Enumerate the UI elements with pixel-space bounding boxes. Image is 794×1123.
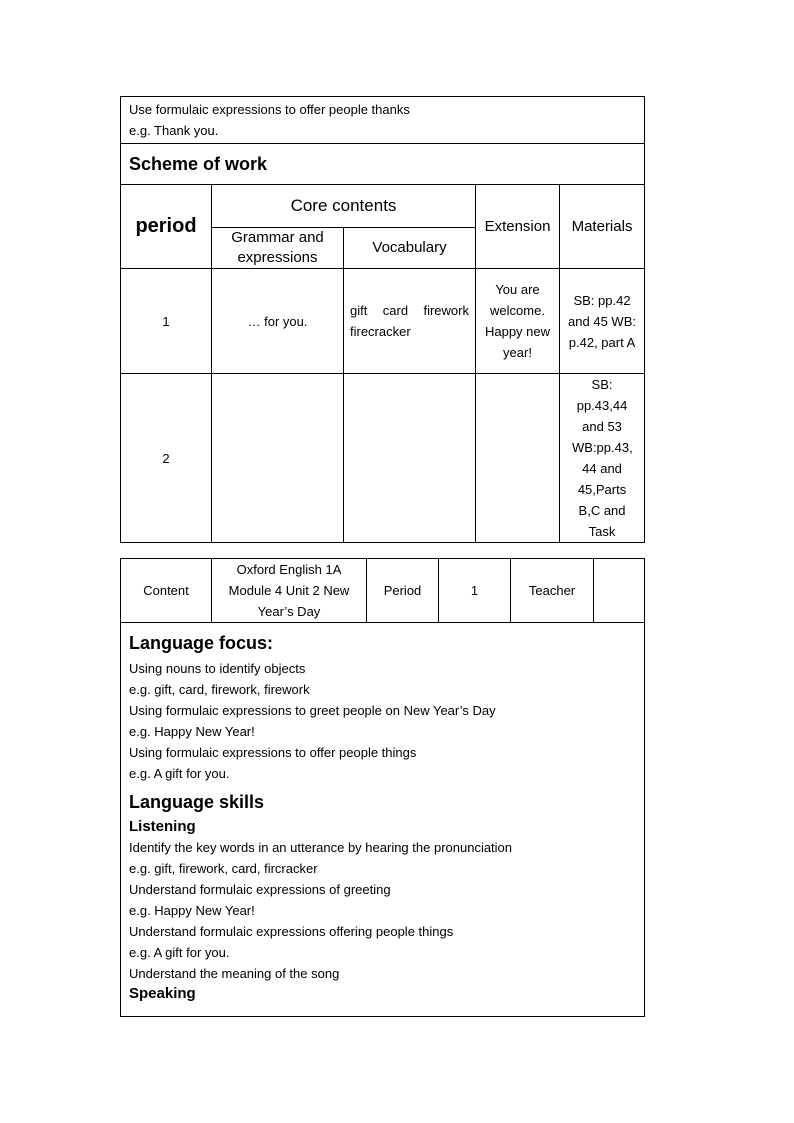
grammar-cell: … for you. xyxy=(212,269,344,374)
listening-line: e.g. A gift for you. xyxy=(129,945,230,960)
listening-line: Understand formulaic expressions offering people things xyxy=(129,924,454,939)
extension-header: Extension xyxy=(476,185,560,269)
focus-line: e.g. A gift for you. xyxy=(129,766,230,781)
table-row xyxy=(121,269,645,374)
extension-cell: You are welcome. Happy new year! xyxy=(476,269,560,374)
listening-line: e.g. gift, firework, card, fircracker xyxy=(129,861,318,876)
intro-line: e.g. Thank you. xyxy=(129,123,219,138)
period-label: Period xyxy=(367,559,439,623)
focus-line: Using formulaic expressions to offer people things xyxy=(129,745,417,760)
period-cell: 1 xyxy=(121,269,212,374)
focus-line: Using nouns to identify objects xyxy=(129,661,306,676)
materials-header: Materials xyxy=(560,185,645,269)
vocabulary-header: Vocabulary xyxy=(344,228,476,269)
listening-line: e.g. Happy New Year! xyxy=(129,903,255,918)
extension-cell xyxy=(476,374,560,543)
scheme-title: Scheme of work xyxy=(121,144,645,185)
content-label: Content xyxy=(121,559,212,623)
focus-line: e.g. Happy New Year! xyxy=(129,724,255,739)
intro-line: Use formulaic expressions to offer people thanks xyxy=(129,102,410,117)
language-focus-title: Language focus: xyxy=(129,633,274,653)
materials-cell: SB: pp.43,44 and 53 WB:pp.43, 44 and 45,Parts B,C and Task xyxy=(560,374,645,543)
focus-line: e.g. gift, card, firework, firework xyxy=(129,682,310,697)
core-contents-header: Core contents xyxy=(212,185,476,228)
teacher-label: Teacher xyxy=(511,559,594,623)
teacher-value xyxy=(594,559,645,623)
grammar-cell xyxy=(212,374,344,543)
scheme-of-work-table xyxy=(120,96,645,543)
speaking-title: Speaking xyxy=(129,985,196,1002)
listening-title: Listening xyxy=(129,818,196,835)
vocabulary-cell xyxy=(344,374,476,543)
intro-cell xyxy=(121,97,645,144)
listening-line: Identify the key words in an utterance by hearing the pronunciation xyxy=(129,840,513,855)
table-row xyxy=(121,374,645,543)
materials-cell: SB: pp.42 and 45 WB: p.42, part A xyxy=(560,269,645,374)
period-value: 1 xyxy=(439,559,511,623)
listening-line: Understand the meaning of the song xyxy=(129,966,340,981)
vocabulary-cell: gift card firework firecracker xyxy=(344,269,476,374)
grammar-header: Grammar and expressions xyxy=(212,228,344,269)
period-cell: 2 xyxy=(121,374,212,543)
listening-line: Understand formulaic expressions of greeting xyxy=(129,882,391,897)
lesson-plan-table xyxy=(120,558,645,1017)
lesson-body xyxy=(121,623,645,1017)
period-header: period xyxy=(121,185,212,269)
language-skills-title: Language skills xyxy=(129,792,265,812)
focus-line: Using formulaic expressions to greet people on New Year’s Day xyxy=(129,703,496,718)
content-value: Oxford English 1A Module 4 Unit 2 New Year’s Day xyxy=(212,559,367,623)
